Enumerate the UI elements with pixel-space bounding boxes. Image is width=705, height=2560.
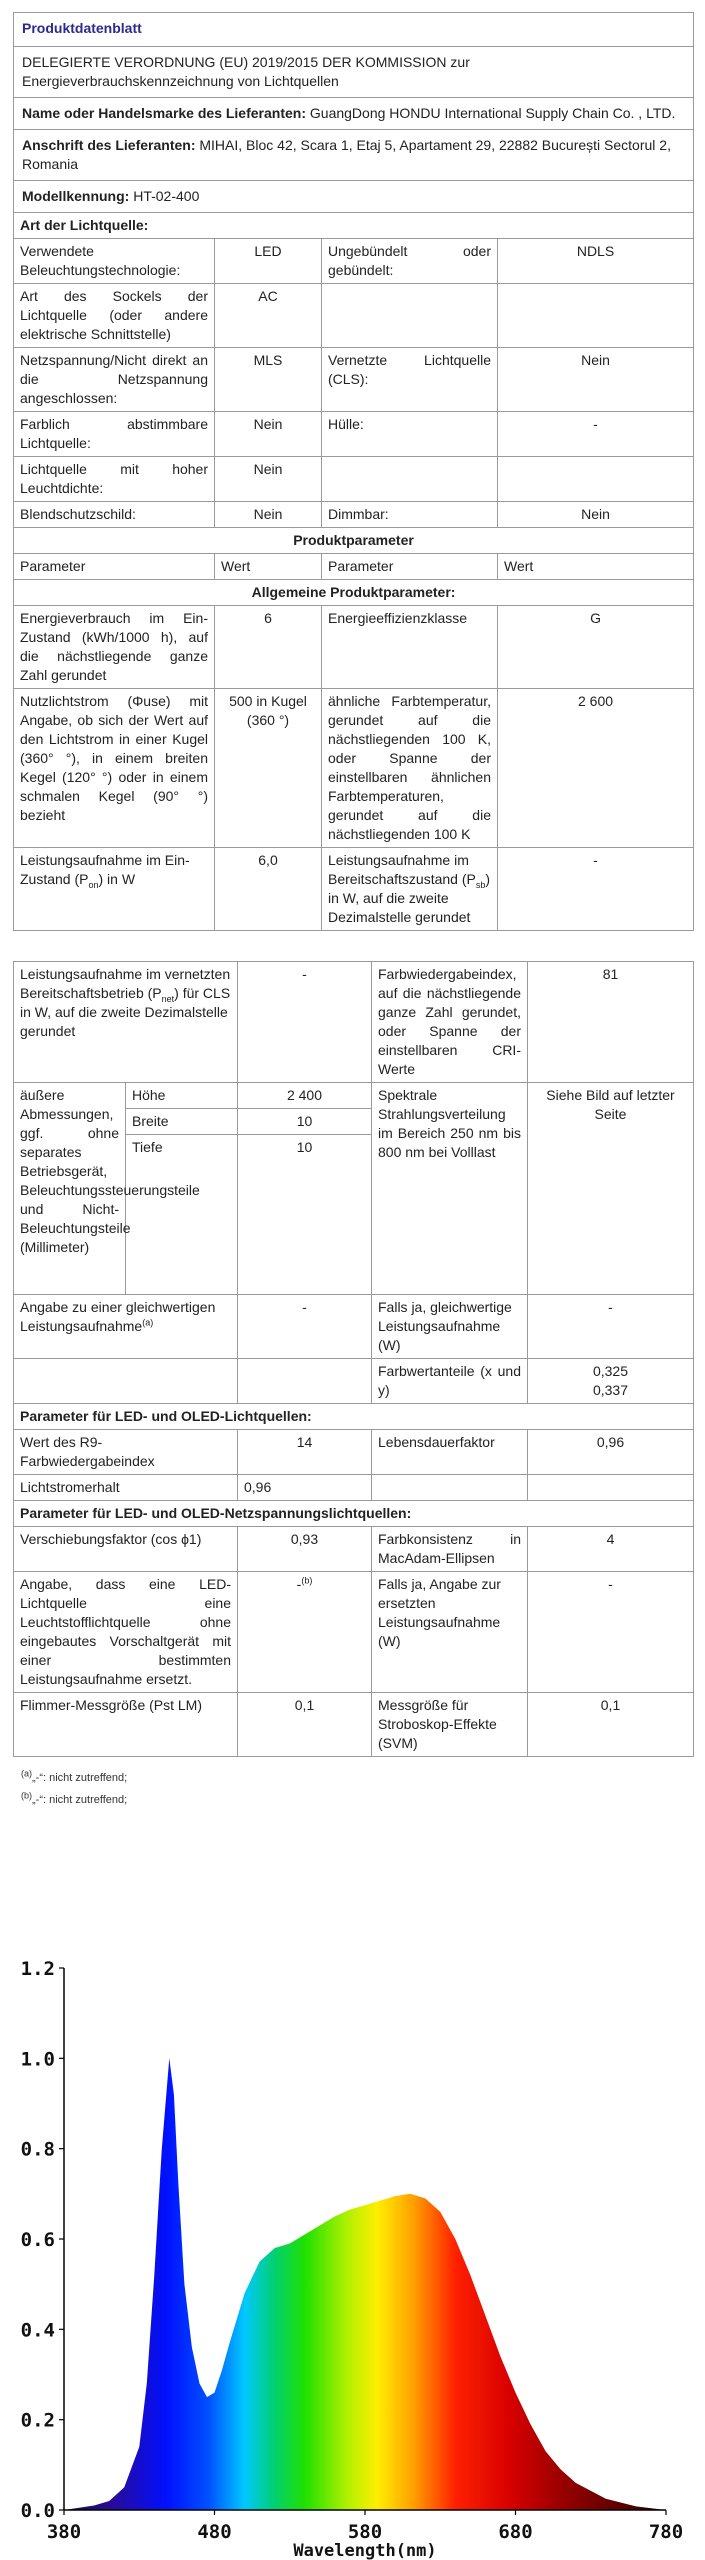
param-value: 81 <box>528 962 694 1083</box>
param-value: MLS <box>215 348 322 412</box>
y-tick-label: 0.4 <box>20 2319 55 2342</box>
supplier-name-value: GuangDong HONDU International Supply Chain Co. , LTD. <box>309 105 676 121</box>
param-label: Lebensdauerfaktor <box>372 1430 528 1475</box>
supplier-address-label: Anschrift des Lieferanten: <box>22 137 196 153</box>
column-header: Wert <box>498 554 694 580</box>
param-value: 6 <box>215 606 322 689</box>
param-label: Farbwertanteile (x und y) <box>372 1359 528 1404</box>
param-value <box>528 1359 694 1404</box>
param-value: 0,96 <box>238 1475 372 1501</box>
type-row <box>14 348 694 412</box>
footnote-text: „-“: nicht zutreffend; <box>32 1772 128 1784</box>
spectrum-area <box>64 2058 666 2510</box>
param-value: 4 <box>528 1527 694 1572</box>
general-row <box>14 689 694 848</box>
x-tick-label: 780 <box>648 2521 684 2543</box>
label-subscript: sb <box>475 879 486 890</box>
footnote-ref: (b) <box>301 1575 313 1586</box>
replacement-row <box>14 1572 694 1693</box>
param-label: Energieeffizienzklasse <box>322 606 498 689</box>
supplier-address-row <box>14 130 694 181</box>
label-subscript: on <box>88 879 99 890</box>
param-label <box>322 848 498 931</box>
param-label: Hülle: <box>322 412 498 457</box>
param-value <box>498 457 694 502</box>
param-value: NDLS <box>498 239 694 284</box>
param-value: - <box>238 962 372 1083</box>
footnotes <box>13 1757 693 1811</box>
flicker-row <box>14 1693 694 1757</box>
param-label: Spektrale Strahlungsverteilung im Bereich 250 nm bis 800 nm bei Volllast <box>372 1083 528 1295</box>
spectrum-chart <box>0 1928 705 2560</box>
param-label: Wert des R9-Farbwiedergabeindex <box>14 1430 238 1475</box>
param-label: Blendschutzschild: <box>14 502 215 528</box>
param-value: Nein <box>498 348 694 412</box>
footnote-marker: (b) <box>21 1790 32 1801</box>
column-header: Parameter <box>322 554 498 580</box>
param-value: 0,96 <box>528 1430 694 1475</box>
label-part: ) in W, auf die zweite Dezimalstelle gerundet <box>328 871 491 925</box>
param-value: - <box>498 412 694 457</box>
footnote-ref: (a) <box>142 1317 154 1328</box>
param-value: G <box>498 606 694 689</box>
dimensions-row <box>14 1083 694 1109</box>
param-label: Verschiebungsfaktor (cos ϕ1) <box>14 1527 238 1572</box>
type-row <box>14 239 694 284</box>
datasheet-table-continued <box>13 961 694 1757</box>
general-params-header: Allgemeine Produktparameter: <box>14 580 694 606</box>
label-part: ) für CLS in W, auf die zweite Dezimalstelle gerundet <box>20 985 231 1039</box>
general-row <box>14 606 694 689</box>
footnote-marker: (a) <box>21 1768 32 1779</box>
depth-label: Tiefe <box>126 1135 238 1295</box>
height-value: 2 400 <box>238 1083 372 1109</box>
param-label: Art des Sockels der Lichtquelle (oder andere elektrische Schnittstelle) <box>14 284 215 348</box>
y-tick-label: 0.0 <box>20 2500 55 2522</box>
model-label: Modellkennung: <box>22 188 130 204</box>
value-part: - <box>296 1576 302 1592</box>
cosphi-row <box>14 1527 694 1572</box>
width-value: 10 <box>238 1109 372 1135</box>
param-label: Ungebündelt oder gebündelt: <box>322 239 498 284</box>
label-part: Angabe zu einer gleichwertigen Leistungsaufnahme <box>20 1299 216 1334</box>
param-label: Vernetzte Lichtquelle (CLS): <box>322 348 498 412</box>
param-value: 14 <box>238 1430 372 1475</box>
type-row <box>14 457 694 502</box>
width-label: Breite <box>126 1109 238 1135</box>
y-tick-label: 1.0 <box>20 2048 55 2071</box>
y-tick-label: 0.2 <box>20 2409 55 2432</box>
light-source-type-header: Art der Lichtquelle: <box>14 213 694 239</box>
chromaticity-x: 0,325 <box>592 1363 629 1379</box>
param-value: LED <box>215 239 322 284</box>
column-header: Parameter <box>14 554 215 580</box>
param-value: - <box>528 1295 694 1359</box>
param-value: - <box>498 848 694 931</box>
maintenance-row <box>14 1475 694 1501</box>
param-value: - <box>528 1572 694 1693</box>
column-header: Wert <box>215 554 322 580</box>
height-label: Höhe <box>126 1083 238 1109</box>
param-label: Lichtstromerhalt <box>14 1475 238 1501</box>
power-on-row <box>14 848 694 931</box>
label-part: ) in W <box>98 871 136 887</box>
x-tick-label: 480 <box>197 2521 232 2543</box>
x-tick-label: 380 <box>46 2521 82 2543</box>
empty-cell <box>372 1475 528 1501</box>
model-value: HT-02-400 <box>133 188 200 204</box>
param-label: Farbkonsistenz in MacAdam-Ellipsen <box>372 1527 528 1572</box>
supplier-name-row <box>14 98 694 130</box>
param-label: Energieverbrauch im Ein-Zustand (kWh/1000 h), auf die nächstliegende ganze Zahl gerundet <box>14 606 215 689</box>
type-row <box>14 502 694 528</box>
supplier-address-value: MIHAI, Bloc 42, Scara 1, Etaj 5, Apartament 29, 22882 București Sectorul 2, Romania <box>22 137 671 172</box>
regulation-text: DELEGIERTE VERORDNUNG (EU) 2019/2015 DER KOMMISSION zur Energieverbrauchskennzeichnung von Lichtquellen <box>14 47 694 98</box>
footnote <box>21 1789 693 1811</box>
x-axis-label: Wavelength(nm) <box>293 2541 437 2560</box>
param-value: 0,1 <box>238 1693 372 1757</box>
empty-cell <box>238 1359 372 1404</box>
param-value: AC <box>215 284 322 348</box>
label-part: Leistungsaufnahme im Bereitschaftszustand (P <box>328 852 476 887</box>
column-header-row <box>14 554 694 580</box>
param-label <box>322 457 498 502</box>
param-value <box>238 1572 372 1693</box>
param-label <box>14 962 238 1083</box>
param-label: ähnliche Farbtemperatur, gerundet auf die nächstliegenden 100 K, oder Spanne der einstellbaren ähnlichen Farbtemperaturen, gerundet auf die nächstliegenden 100 K <box>322 689 498 848</box>
product-params-header: Produktparameter <box>14 528 694 554</box>
r9-row <box>14 1430 694 1475</box>
footnote-text: „-“: nicht zutreffend; <box>32 1794 128 1806</box>
y-tick-label: 1.2 <box>20 1958 55 1980</box>
param-label: Dimmbar: <box>322 502 498 528</box>
chromaticity-y: 0,337 <box>592 1382 629 1398</box>
mls-params-header: Parameter für LED- und OLED-Netzspannungslichtquellen: <box>14 1501 694 1527</box>
led-params-header: Parameter für LED- und OLED-Lichtquellen: <box>14 1404 694 1430</box>
x-tick-label: 580 <box>347 2521 383 2543</box>
type-row <box>14 412 694 457</box>
datasheet <box>13 12 693 1811</box>
param-label <box>14 848 215 931</box>
param-value: 6,0 <box>215 848 322 931</box>
param-value: 0,1 <box>528 1693 694 1757</box>
param-label <box>14 1295 238 1359</box>
y-tick-label: 0.8 <box>20 2138 55 2161</box>
supplier-name-label: Name oder Handelsmarke des Lieferanten: <box>22 105 306 121</box>
spectrum-svg <box>0 1928 705 2560</box>
network-row <box>14 962 694 1083</box>
label-part: Leistungsaufnahme im Ein-Zustand (P <box>20 852 190 887</box>
param-value: 2 600 <box>498 689 694 848</box>
page-title: Produktdatenblatt <box>14 13 694 47</box>
depth-value: 10 <box>238 1135 372 1295</box>
param-value: 500 in Kugel (360 °) <box>215 689 322 848</box>
chromaticity-row <box>14 1359 694 1404</box>
param-label: Farbwiedergabeindex, auf die nächstliegende ganze Zahl gerundet, oder Spanne der einstellbaren CRI-Werte <box>372 962 528 1083</box>
param-value: - <box>238 1295 372 1359</box>
param-label: Farblich abstimmbare Lichtquelle: <box>14 412 215 457</box>
dimensions-label: äußere Abmessungen, ggf. ohne separates Betriebsgerät, Beleuchtungssteuerungsteile und Nicht-Beleuchtungsteile (Millimeter) <box>14 1083 126 1295</box>
label-part: Leistungsaufnahme im vernetzten Bereitschaftsbetrieb (P <box>20 966 231 1001</box>
param-label: Falls ja, gleichwertige Leistungsaufnahme (W) <box>372 1295 528 1359</box>
label-subscript: net <box>161 993 175 1004</box>
param-label: Verwendete Beleuchtungstechnologie: <box>14 239 215 284</box>
param-value: Nein <box>498 502 694 528</box>
datasheet-table <box>13 12 694 931</box>
param-value: Nein <box>215 412 322 457</box>
param-label: Netzspannung/Nicht direkt an die Netzspannung angeschlossen: <box>14 348 215 412</box>
param-label: Flimmer-Messgröße (Pst LM) <box>14 1693 238 1757</box>
equivalent-power-row <box>14 1295 694 1359</box>
param-label: Falls ja, Angabe zur ersetzten Leistungsaufnahme (W) <box>372 1572 528 1693</box>
param-label <box>322 284 498 348</box>
empty-cell <box>528 1475 694 1501</box>
type-row <box>14 284 694 348</box>
param-label: Nutzlichtstrom (Φuse) mit Angabe, ob sich der Wert auf den Lichtstrom in einer Kugel (360° °), in einem breiten Kegel (120° °) oder in einem schmalen Kegel (90° °) bezieht <box>14 689 215 848</box>
y-tick-label: 0.6 <box>20 2229 55 2251</box>
param-value <box>498 284 694 348</box>
param-label: Messgröße für Stroboskop-Effekte (SVM) <box>372 1693 528 1757</box>
param-value: Siehe Bild auf letzter Seite <box>528 1083 694 1295</box>
param-value: Nein <box>215 457 322 502</box>
empty-cell <box>14 1359 238 1404</box>
footnote <box>21 1767 693 1789</box>
model-row <box>14 181 694 213</box>
param-label: Angabe, dass eine LED-Lichtquelle eine Leuchtstofflichtquelle ohne eingebautes Vorschaltgerät mit einer bestimmten Leistungsaufnahme ersetzt. <box>14 1572 238 1693</box>
x-tick-label: 680 <box>498 2521 533 2543</box>
param-value: Nein <box>215 502 322 528</box>
param-value: 0,93 <box>238 1527 372 1572</box>
param-label: Lichtquelle mit hoher Leuchtdichte: <box>14 457 215 502</box>
